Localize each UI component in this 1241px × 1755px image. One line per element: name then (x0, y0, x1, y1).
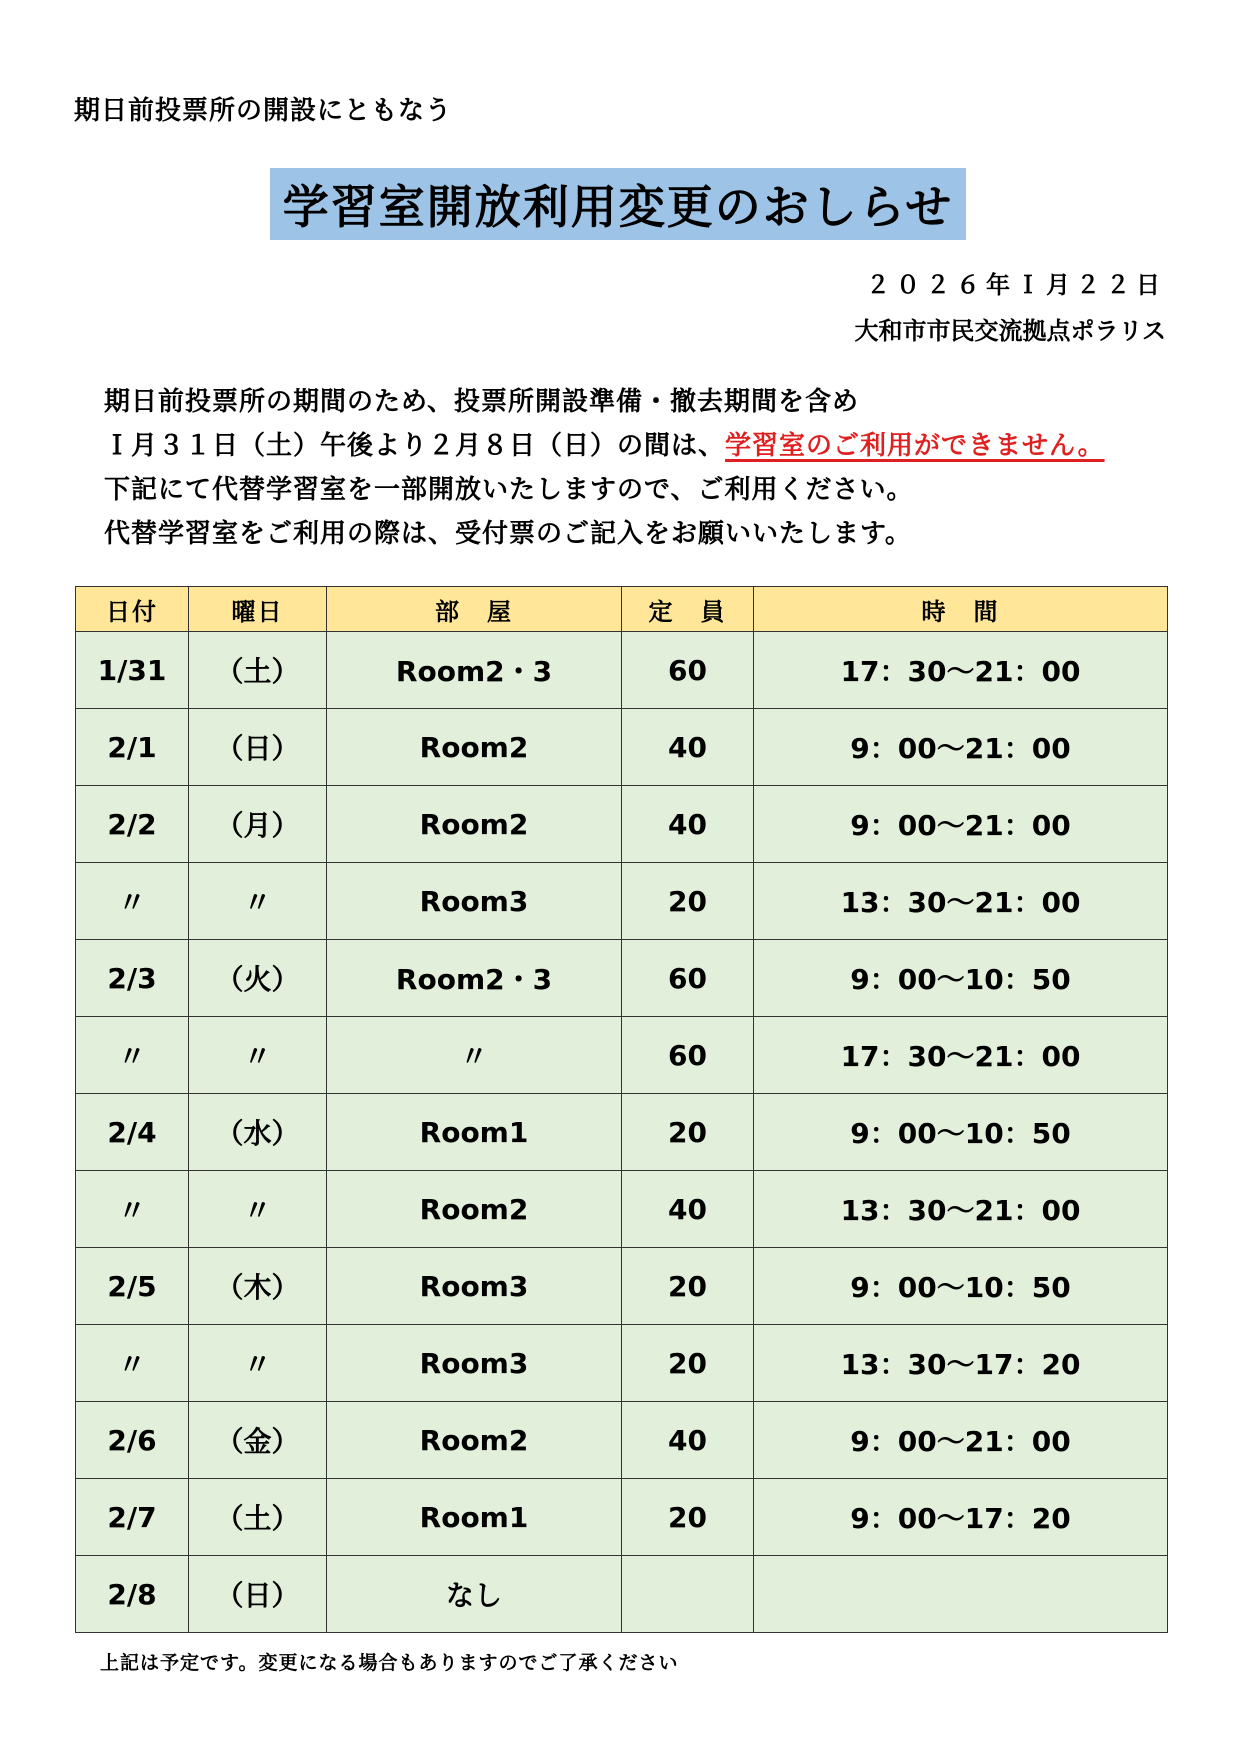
cell-day: （火） (189, 940, 327, 1017)
header-day: 曜日 (189, 587, 327, 632)
cell-time: 17：30～21：00 (754, 632, 1168, 709)
cell-date: 2/1 (76, 709, 189, 786)
cell-date: 2/5 (76, 1248, 189, 1325)
cell-day: （水） (189, 1094, 327, 1171)
meta-block (854, 262, 1166, 354)
cell-day: （日） (189, 1556, 327, 1633)
table-row (76, 786, 1168, 863)
cell-room: Room2・3 (327, 940, 622, 1017)
table-row (76, 1171, 1168, 1248)
cell-date: 1/31 (76, 632, 189, 709)
header-date: 日付 (76, 587, 189, 632)
page-title: 学習室開放利用変更のおしらせ (270, 168, 966, 240)
cell-time: 9：00～17：20 (754, 1479, 1168, 1556)
table-header-row (76, 587, 1168, 632)
cell-date: 〃 (76, 1017, 189, 1094)
table-row (76, 1017, 1168, 1094)
table-row (76, 632, 1168, 709)
table-row (76, 1325, 1168, 1402)
cell-room: Room2 (327, 786, 622, 863)
cell-time: 9：00～21：00 (754, 786, 1168, 863)
cell-capacity: 20 (622, 1248, 754, 1325)
cell-time: 9：00～10：50 (754, 1094, 1168, 1171)
cell-room: Room3 (327, 1325, 622, 1402)
footer-note: 上記は予定です。変更になる場合もありますのでご了承ください (100, 1652, 679, 1674)
cell-day: 〃 (189, 863, 327, 940)
cell-room: Room2 (327, 1171, 622, 1248)
table-row (76, 940, 1168, 1017)
cell-time (754, 1556, 1168, 1633)
cell-capacity: 20 (622, 863, 754, 940)
cell-capacity: 60 (622, 632, 754, 709)
cell-room: Room3 (327, 1248, 622, 1325)
header-time: 時 間 (754, 587, 1168, 632)
cell-time: 13：30～17：20 (754, 1325, 1168, 1402)
cell-date: 2/2 (76, 786, 189, 863)
intro-text: 期日前投票所の開設にともなう (74, 96, 453, 126)
cell-room: 〃 (327, 1017, 622, 1094)
cell-room: Room2・3 (327, 632, 622, 709)
cell-capacity (622, 1556, 754, 1633)
cell-room: Room2 (327, 709, 622, 786)
cell-day: （月） (189, 786, 327, 863)
cell-time: 9：00～10：50 (754, 1248, 1168, 1325)
cell-capacity: 40 (622, 1402, 754, 1479)
cell-room: なし (327, 1556, 622, 1633)
cell-date: 2/4 (76, 1094, 189, 1171)
cell-capacity: 60 (622, 1017, 754, 1094)
cell-date: 〃 (76, 1171, 189, 1248)
cell-date: 2/7 (76, 1479, 189, 1556)
cell-time: 9：00～10：50 (754, 940, 1168, 1017)
table-row (76, 863, 1168, 940)
table-row (76, 1402, 1168, 1479)
unavailable-notice: 学習室のご利用ができません。 (725, 431, 1105, 461)
cell-capacity: 20 (622, 1325, 754, 1402)
issuer-name: 大和市市民交流拠点ポラリス (854, 317, 1166, 345)
body-line-4: 代替学習室をご利用の際は、受付票のご記入をお願いいたします。 (104, 519, 912, 549)
cell-room: Room1 (327, 1094, 622, 1171)
cell-date: 2/6 (76, 1402, 189, 1479)
cell-day: （土） (189, 1479, 327, 1556)
cell-time: 17：30～21：00 (754, 1017, 1168, 1094)
body-line-2-prefix: Ｉ月３１日（土）午後より２月８日（日）の間は、 (104, 431, 726, 461)
header-room: 部 屋 (327, 587, 622, 632)
table-row (76, 709, 1168, 786)
cell-day: （木） (189, 1248, 327, 1325)
issue-date: ２０２６年Ｉ月２２日 (866, 271, 1166, 299)
cell-day: （金） (189, 1402, 327, 1479)
cell-date: 〃 (76, 1325, 189, 1402)
cell-time: 9：00～21：00 (754, 709, 1168, 786)
cell-capacity: 60 (622, 940, 754, 1017)
table-row (76, 1556, 1168, 1633)
cell-capacity: 20 (622, 1094, 754, 1171)
cell-day: 〃 (189, 1017, 327, 1094)
cell-date: 2/8 (76, 1556, 189, 1633)
table-row (76, 1479, 1168, 1556)
cell-capacity: 40 (622, 709, 754, 786)
cell-date: 2/3 (76, 940, 189, 1017)
header-capacity: 定 員 (622, 587, 754, 632)
body-line-2 (104, 424, 1184, 468)
cell-time: 13：30～21：00 (754, 863, 1168, 940)
cell-room: Room2 (327, 1402, 622, 1479)
cell-time: 13：30～21：00 (754, 1171, 1168, 1248)
notice-body (104, 380, 1184, 556)
cell-capacity: 40 (622, 1171, 754, 1248)
cell-date: 〃 (76, 863, 189, 940)
cell-capacity: 40 (622, 786, 754, 863)
cell-capacity: 20 (622, 1479, 754, 1556)
table-row (76, 1094, 1168, 1171)
body-line-3: 下記にて代替学習室を一部開放いたしますので、ご利用ください。 (104, 475, 914, 505)
cell-time: 9：00～21：00 (754, 1402, 1168, 1479)
cell-day: 〃 (189, 1325, 327, 1402)
cell-room: Room3 (327, 863, 622, 940)
cell-day: （土） (189, 632, 327, 709)
body-line-1: 期日前投票所の期間のため、投票所開設準備・撤去期間を含め (104, 387, 859, 417)
table-row (76, 1248, 1168, 1325)
schedule-table (75, 586, 1168, 1633)
cell-day: 〃 (189, 1171, 327, 1248)
cell-day: （日） (189, 709, 327, 786)
cell-room: Room1 (327, 1479, 622, 1556)
